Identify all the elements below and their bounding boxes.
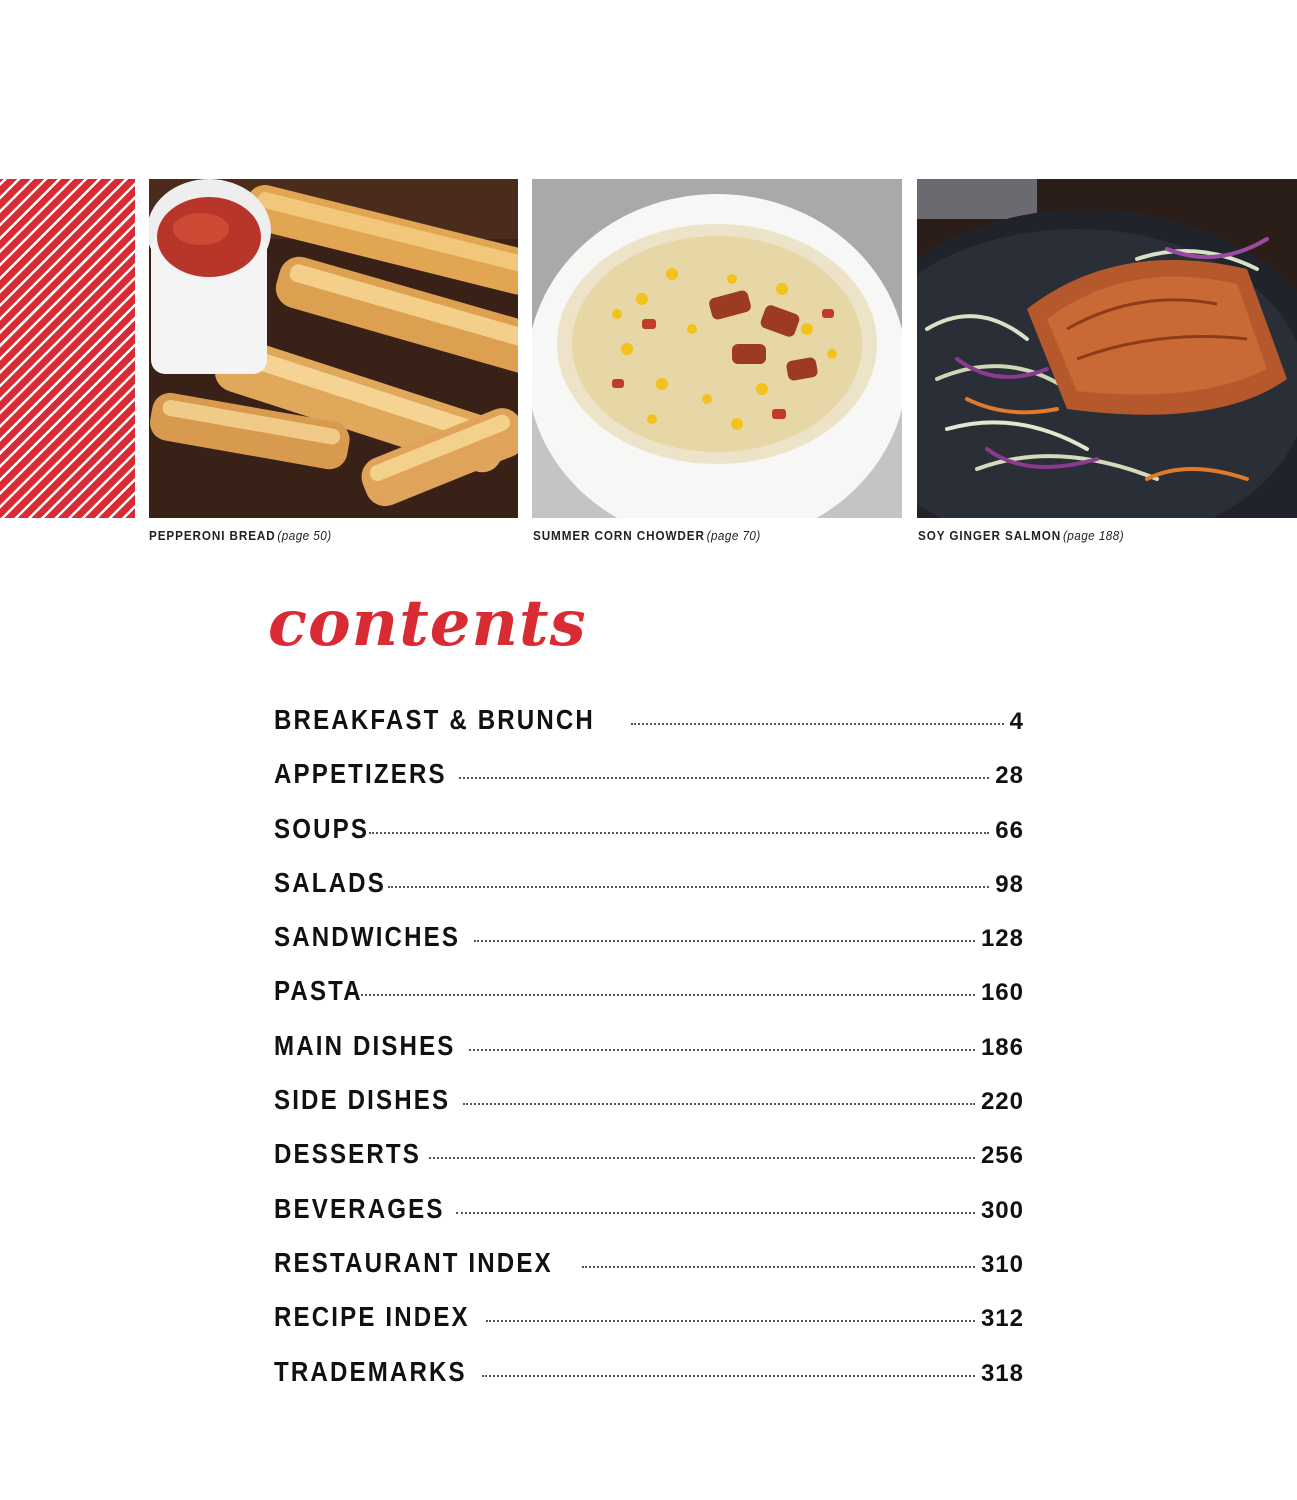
toc-entry-pasta[interactable] [274,975,1024,1029]
photo-caption [149,528,332,543]
toc-label: APPETIZERS [274,758,447,790]
toc-leader-dots [469,1049,975,1051]
toc-entry-beverages[interactable] [274,1193,1024,1247]
contents-heading: contents [268,586,587,661]
toc-leader-dots [456,1212,975,1214]
toc-page-number: 310 [980,1250,1024,1278]
caption-page: (page 188) [1062,528,1125,543]
toc-entry-desserts[interactable] [274,1138,1024,1192]
toc-leader-dots [486,1320,975,1322]
toc-label: SANDWICHES [274,921,461,953]
photo-caption [918,528,1124,543]
toc-entry-sandwiches[interactable] [274,921,1024,975]
toc-page-number: 318 [980,1359,1024,1387]
toc-leader-dots [631,723,1003,725]
toc-page-number: 28 [995,762,1024,790]
toc-label: RECIPE INDEX [274,1301,470,1333]
table-of-contents [274,704,1024,1410]
caption-page: (page 50) [277,528,332,543]
decorative-stripes [0,179,135,518]
caption-title: PEPPERONI BREAD [149,528,276,543]
toc-leader-dots [361,994,975,996]
toc-entry-breakfast[interactable] [274,704,1024,758]
toc-label: TRADEMARKS [274,1355,467,1387]
toc-label: SIDE DISHES [274,1084,451,1116]
toc-page-number: 186 [980,1033,1024,1061]
toc-label: BREAKFAST & BRUNCH [274,704,595,735]
toc-label: MAIN DISHES [274,1029,456,1061]
toc-leader-dots [388,886,989,888]
caption-title: SUMMER CORN CHOWDER [533,528,705,543]
photo-caption [533,528,761,543]
toc-entry-salads[interactable] [274,867,1024,921]
toc-label: DESSERTS [274,1138,422,1170]
salmon-photo [917,179,1297,518]
toc-leader-dots [474,940,975,942]
toc-label: PASTA [274,975,363,1007]
toc-entry-main-dishes[interactable] [274,1030,1024,1084]
toc-page-number: 256 [980,1142,1024,1170]
toc-label: RESTAURANT INDEX [274,1246,553,1278]
toc-entry-appetizers[interactable] [274,758,1024,812]
toc-leader-dots [369,832,990,834]
toc-entry-trademarks[interactable] [274,1356,1024,1410]
toc-page-number: 312 [980,1305,1024,1333]
toc-leader-dots [459,777,989,779]
toc-page-number: 220 [980,1088,1024,1116]
toc-leader-dots [463,1103,975,1105]
toc-entry-side-dishes[interactable] [274,1084,1024,1138]
toc-entry-restaurant-index[interactable] [274,1247,1024,1301]
toc-entry-recipe-index[interactable] [274,1301,1024,1355]
toc-page-number: 98 [995,870,1024,898]
caption-title: SOY GINGER SALMON [918,528,1062,543]
toc-label: BEVERAGES [274,1192,445,1224]
toc-leader-dots [429,1157,975,1159]
toc-page-number: 160 [980,979,1024,1007]
toc-leader-dots [582,1266,975,1268]
toc-label: SALADS [274,866,386,898]
toc-page-number: 128 [980,925,1024,953]
toc-entry-soups[interactable] [274,813,1024,867]
corn-chowder-photo [532,179,902,518]
toc-page-number: 66 [995,816,1024,844]
pepperoni-bread-photo [149,179,518,518]
toc-page-number: 4 [1009,708,1024,735]
toc-label: SOUPS [274,812,370,844]
toc-leader-dots [482,1375,975,1377]
toc-page-number: 300 [980,1196,1024,1224]
caption-page: (page 70) [706,528,761,543]
